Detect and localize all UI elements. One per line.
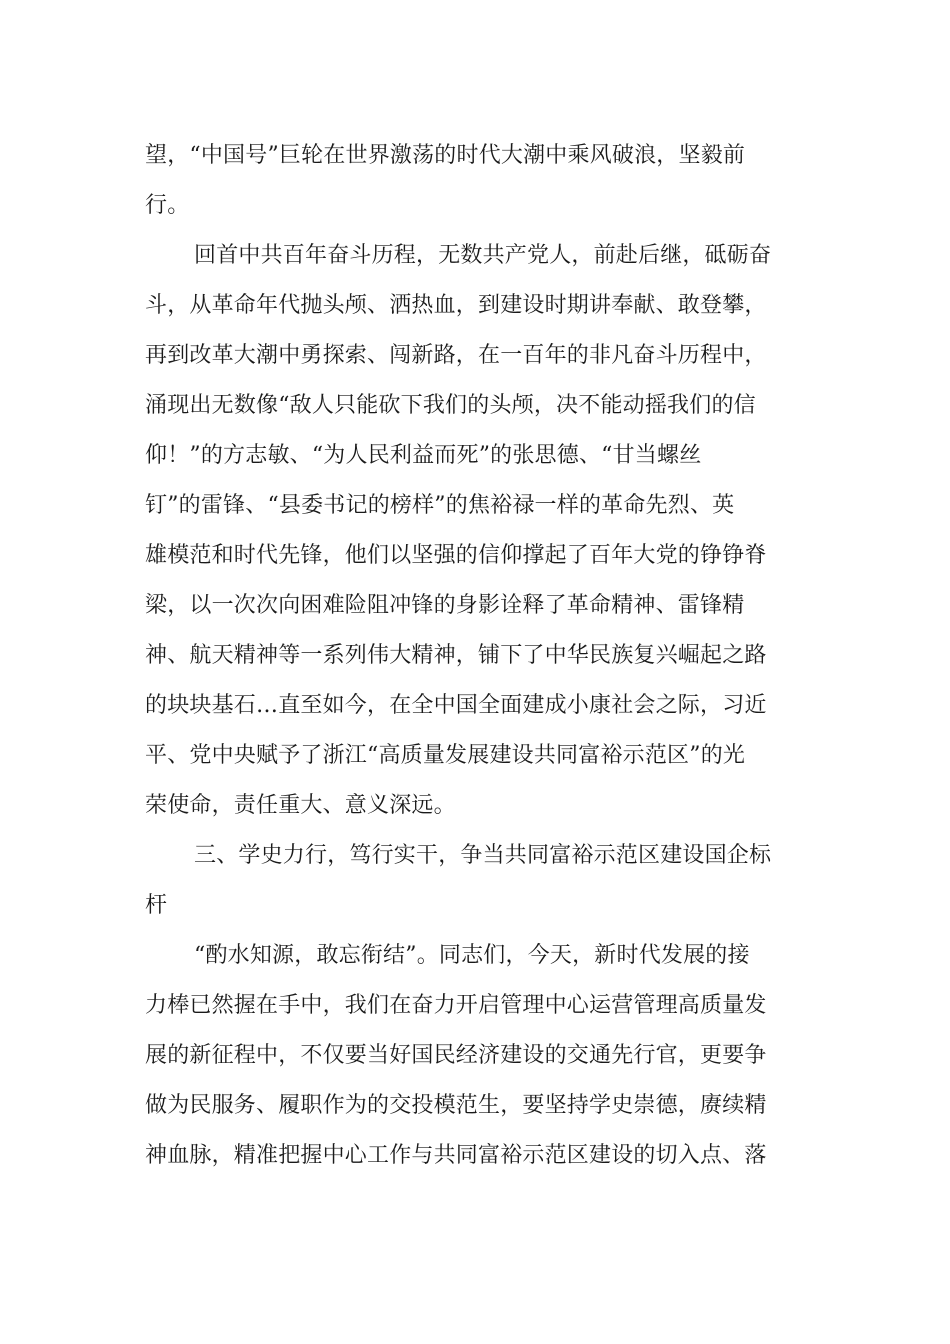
text-line: 雄模范和时代先锋，他们以坚强的信仰撑起了百年大党的铮铮脊 xyxy=(145,543,767,568)
text-line: 展的新征程中，不仅要当好国民经济建设的交通先行官，更要争 xyxy=(145,1043,767,1068)
section-heading-continuation: 杆 xyxy=(145,893,168,918)
text-line: 梁，以一次次向困难险阻冲锋的身影诠释了革命精神、雷锋精 xyxy=(145,593,745,618)
text-line: 神血脉，精准把握中心工作与共同富裕示范区建设的切入点、落 xyxy=(145,1143,767,1168)
text-line: 荣使命，责任重大、意义深远。 xyxy=(145,793,456,818)
text-line: 望，“中国号”巨轮在世界激荡的时代大潮中乘风破浪，坚毅前 xyxy=(145,143,746,168)
paragraph-first-line: “酌水知源，敢忘衔结”。同志们，今天，新时代发展的接 xyxy=(194,943,750,968)
text-line: 力棒已然握在手中，我们在奋力开启管理中心运营管理高质量发 xyxy=(145,993,767,1018)
text-line: 再到改革大潮中勇探索、闯新路，在一百年的非凡奋斗历程中， xyxy=(145,343,767,368)
text-line: 的块块基石…直至如今，在全中国全面建成小康社会之际，习近 xyxy=(145,693,767,718)
text-line: 涌现出无数像“敌人只能砍下我们的头颅，决不能动摇我们的信 xyxy=(145,393,756,418)
text-line: 神、航天精神等一系列伟大精神，铺下了中华民族复兴崛起之路 xyxy=(145,643,767,668)
paragraph-first-line: 回首中共百年奋斗历程，无数共产党人，前赴后继，砥砺奋 xyxy=(194,243,772,268)
text-line: 斗，从革命年代抛头颅、洒热血，到建设时期讲奉献、敢登攀， xyxy=(145,293,767,318)
text-line: 做为民服务、履职作为的交投模范生，要坚持学史崇德，赓续精 xyxy=(145,1093,767,1118)
section-heading: 三、学史力行，笃行实干，争当共同富裕示范区建设国企标 xyxy=(194,843,772,868)
text-line: 钉”的雷锋、“县委书记的榜样”的焦裕禄一样的革命先烈、英 xyxy=(145,493,735,518)
text-line: 行。 xyxy=(145,193,190,218)
text-line: 仰！”的方志敏、“为人民利益而死”的张思德、“甘当螺丝 xyxy=(145,443,702,468)
text-line: 平、党中央赋予了浙江“高质量发展建设共同富裕示范区”的光 xyxy=(145,743,746,768)
